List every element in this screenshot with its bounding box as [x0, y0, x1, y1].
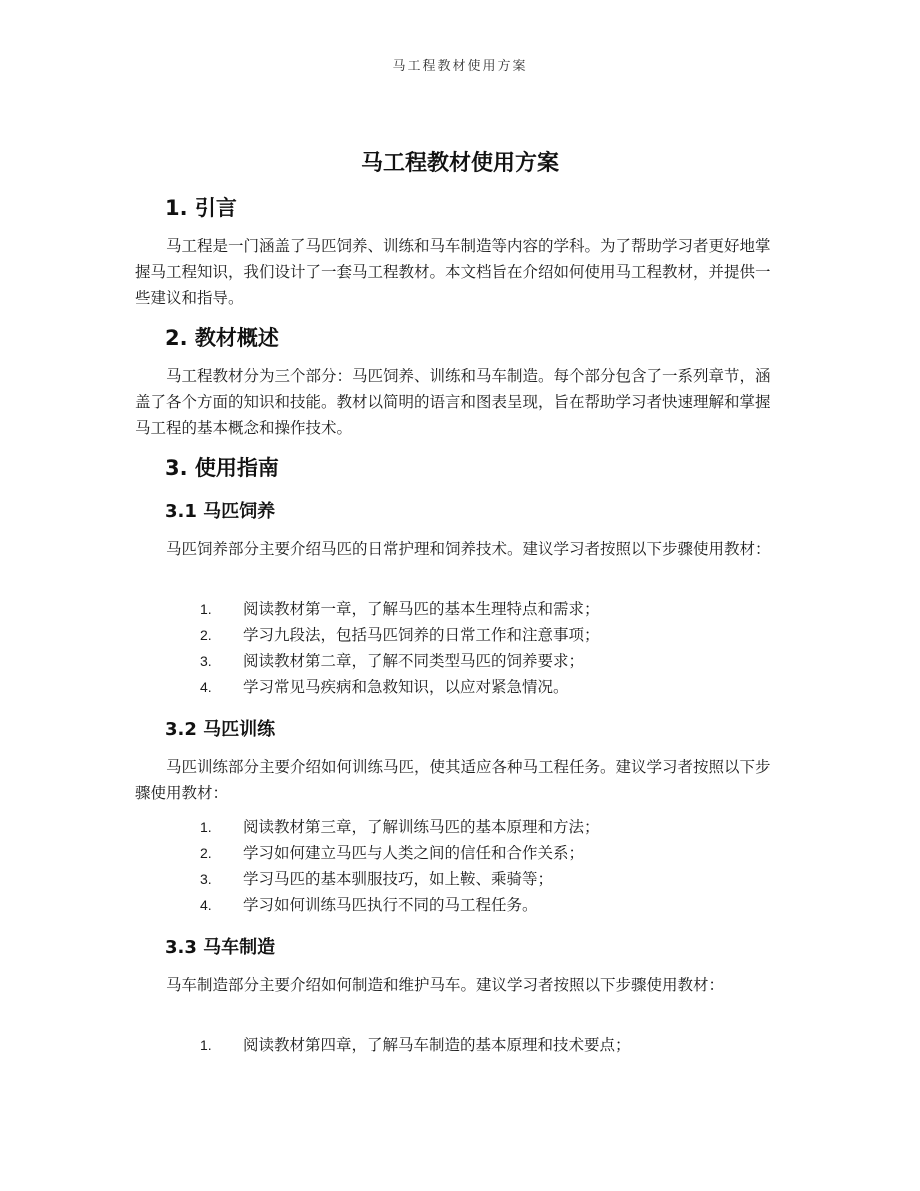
list-item: [200, 596, 600, 622]
list-number: 3.: [200, 871, 212, 887]
list-text: 阅读教材第二章，了解不同类型马匹的饲养要求；: [243, 652, 585, 670]
list-number: 4.: [200, 897, 212, 913]
list-item: [200, 622, 600, 648]
section-heading-overview: 2. 教材概述: [165, 326, 279, 350]
section-heading-guide: 3. 使用指南: [165, 456, 279, 480]
list-number: 3.: [200, 653, 212, 669]
list-number: 2.: [200, 845, 212, 861]
list-number: 2.: [200, 627, 212, 643]
list-number: 1.: [200, 1037, 212, 1053]
paragraph-training: 马匹训练部分主要介绍如何训练马匹，使其适应各种马工程任务。建议学习者按照以下步骤使用教材：: [135, 758, 771, 802]
steps-list-feeding: [200, 596, 600, 700]
list-text: 阅读教材第四章，了解马车制造的基本原理和技术要点；: [243, 1036, 631, 1054]
list-text: 学习如何建立马匹与人类之间的信任和合作关系；: [243, 844, 585, 862]
list-item: [200, 648, 600, 674]
list-number: 1.: [200, 819, 212, 835]
steps-list-training: [200, 814, 600, 918]
list-text: 学习常见马疾病和急救知识，以应对紧急情况。: [243, 678, 569, 696]
subsection-heading-training: 3.2 马匹训练: [165, 719, 276, 740]
document-title: 马工程教材使用方案: [360, 151, 559, 176]
paragraph-intro: 马工程是一门涵盖了马匹饲养、训练和马车制造等内容的学科。为了帮助学习者更好地掌握马工程知识，我们设计了一套马工程教材。本文档旨在介绍如何使用马工程教材，并提供一些建议和指导。: [135, 237, 771, 307]
list-item: [200, 892, 600, 918]
list-item: [200, 814, 600, 840]
subsection-heading-feeding: 3.1 马匹饲养: [165, 501, 276, 522]
list-item: [200, 866, 600, 892]
section-heading-intro: 1. 引言: [165, 196, 237, 220]
list-text: 阅读教材第一章，了解马匹的基本生理特点和需求；: [243, 600, 600, 618]
list-text: 学习九段法，包括马匹饲养的日常工作和注意事项；: [243, 626, 600, 644]
list-item: [200, 840, 600, 866]
paragraph-carriage: 马车制造部分主要介绍如何制造和维护马车。建议学习者按照以下步骤使用教材：: [166, 976, 725, 994]
list-text: 阅读教材第三章，了解训练马匹的基本原理和方法；: [243, 818, 600, 836]
steps-list-carriage: [200, 1032, 631, 1058]
subsection-heading-carriage: 3.3 马车制造: [165, 937, 276, 958]
paragraph-overview: 马工程教材分为三个部分：马匹饲养、训练和马车制造。每个部分包含了一系列章节，涵盖了各个方面的知识和技能。教材以简明的语言和图表呈现，旨在帮助学习者快速理解和掌握马工程的基本概念和操作技术。: [135, 367, 771, 437]
list-item: [200, 674, 600, 700]
list-text: 学习马匹的基本驯服技巧，如上鞍、乘骑等；: [243, 870, 554, 888]
running-header: 马工程教材使用方案: [392, 59, 528, 74]
list-number: 4.: [200, 679, 212, 695]
list-item: [200, 1032, 631, 1058]
list-number: 1.: [200, 601, 212, 617]
paragraph-feeding: 马匹饲养部分主要介绍马匹的日常护理和饲养技术。建议学习者按照以下步骤使用教材：: [166, 540, 771, 558]
list-text: 学习如何训练马匹执行不同的马工程任务。: [243, 896, 538, 914]
